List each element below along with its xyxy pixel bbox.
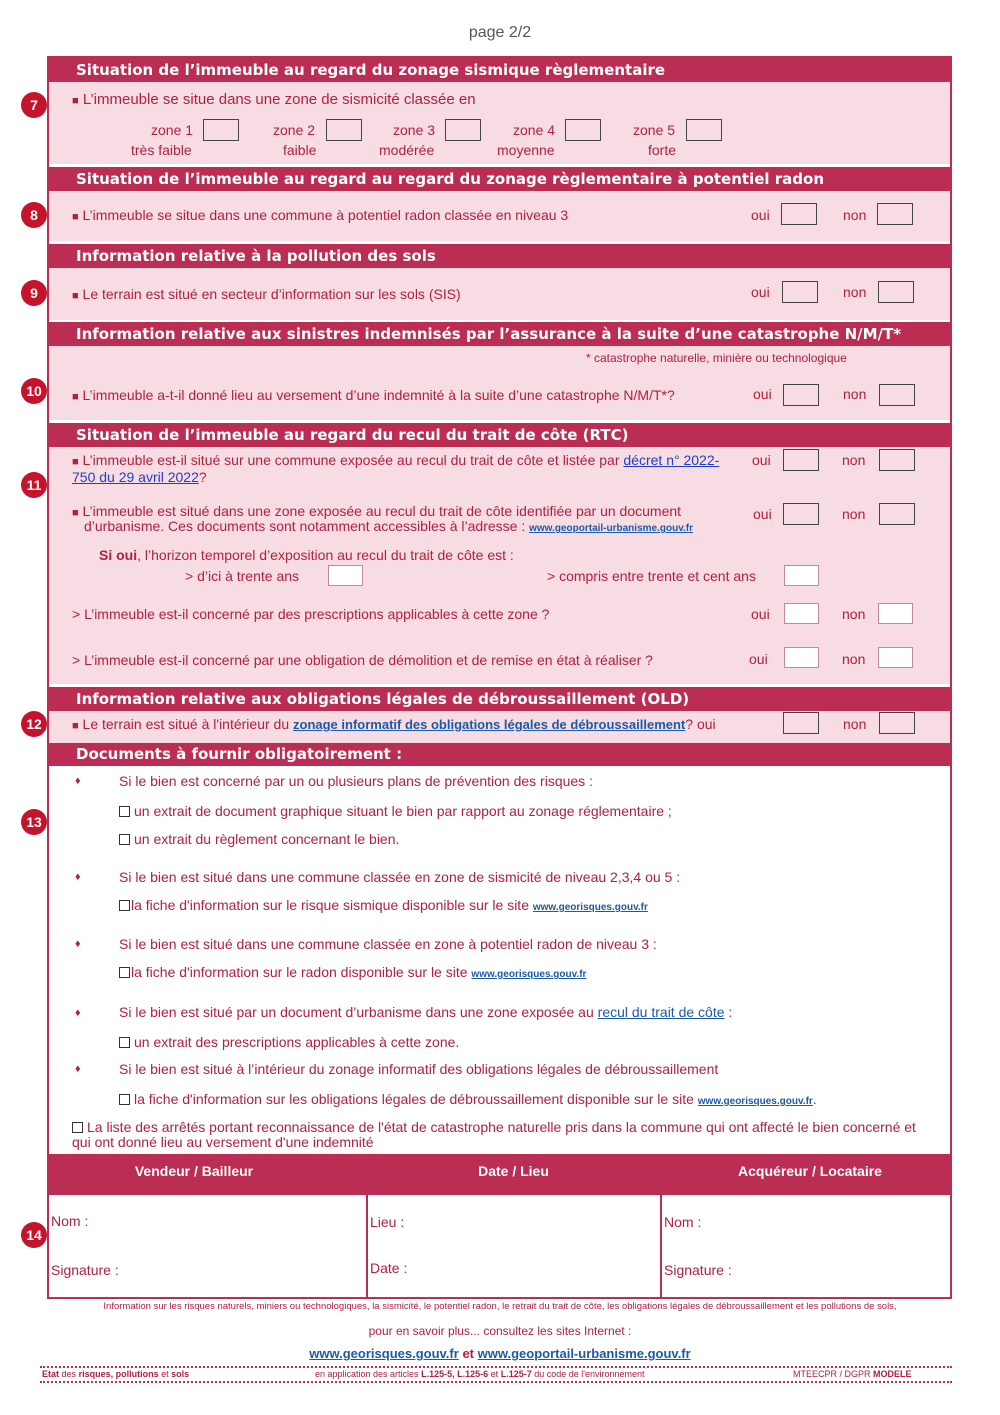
footer-dotted-line — [40, 1366, 952, 1368]
footer-info: Information sur les risques naturels, miniers ou technologiques, la sismicité, le potentiel radon, le retrait du trait de côte, les obligations légales de débroussaillement et les pollutions de sols, — [103, 1301, 897, 1312]
acquereur-nom-field[interactable]: Nom : — [664, 1214, 702, 1230]
georisques-footer-link[interactable]: www.georisques.gouv.fr — [309, 1346, 459, 1361]
s11-q4: > L’immeuble est-il concerné par une obligation de démolition et de remise en état à réaliser ? — [72, 652, 653, 668]
s13-c4: Si le bien est situé par un document d’urbanisme dans une zone exposée au recul du trait de côte : — [119, 1004, 733, 1020]
s11-q4-oui-label: oui — [749, 651, 768, 667]
s11-q4-oui-checkbox[interactable] — [784, 647, 819, 668]
s8-non-label: non — [843, 207, 867, 223]
s13-c5a: la fiche d'information sur les obligations légales de débroussaillement disponible sur le site www.georisques.gouv.fr. — [119, 1091, 817, 1110]
vendeur-signature-field[interactable]: Signature : — [51, 1262, 119, 1278]
zone-3-label: zone 3 — [393, 122, 436, 138]
section-7-number: 7 — [21, 92, 47, 118]
zone-2-desc: faible — [283, 142, 317, 158]
footer-left: Etat des risques, pollutions et sols — [42, 1369, 190, 1379]
s13-c2a: la fiche d'information sur le risque sismique disponible sur le site www.georisques.gouv.fr — [119, 897, 648, 916]
section-9-question: ■ Le terrain est situé en secteur d’information sur les sols (SIS) — [72, 286, 461, 302]
old-zonage-link[interactable]: zonage informatif des obligations légales de débroussaillement — [293, 717, 686, 732]
section-10-question: ■ L’immeuble a-t-il donné lieu au versement d’une indemnité à la suite d’une catastrophe N/M/T*? — [72, 387, 675, 403]
section-14-number: 14 — [21, 1222, 47, 1248]
s11-si-oui: Si oui, l’horizon temporel d’exposition au recul du trait de côte est : — [99, 547, 514, 563]
s9-oui-label: oui — [751, 284, 770, 300]
bullet-diamond-icon: ♦ — [75, 1007, 81, 1019]
s11-q2-non-label: non — [842, 506, 866, 522]
footer-dotted-line — [40, 1381, 952, 1383]
checkbox-icon[interactable] — [72, 1122, 83, 1133]
geoportail-footer-link[interactable]: www.geoportail-urbanisme.gouv.fr — [477, 1346, 691, 1361]
divider — [366, 1195, 368, 1297]
s11-q3-non-label: non — [842, 606, 866, 622]
s11-q3: > L’immeuble est-il concerné par des prescriptions applicables à cette zone ? — [72, 606, 550, 622]
s11-q2-line2: d’urbanisme. Ces documents sont notamment accessibles à l’adresse : www.geoportail-urbanisme.gouv.fr — [84, 518, 694, 534]
s11-q4-non-checkbox[interactable] — [878, 647, 913, 668]
section-10-note: * catastrophe naturelle, minière ou technologique — [586, 351, 847, 365]
section-10-number: 10 — [21, 378, 47, 404]
section-7-header: Situation de l’immeuble au regard du zonage sismique règlementaire — [47, 58, 952, 82]
zone-1-label: zone 1 — [151, 122, 194, 138]
divider — [660, 1195, 662, 1297]
section-11-header: Situation de l’immeuble au regard du recul du trait de côte (RTC) — [47, 423, 952, 447]
s13-c1a: un extrait de document graphique situant le bien par rapport au zonage réglementaire ; — [119, 803, 672, 819]
bullet-diamond-icon: ♦ — [75, 938, 81, 950]
s11-q3-non-checkbox[interactable] — [878, 603, 913, 624]
s11-opt2-checkbox[interactable] — [784, 565, 819, 586]
checkbox-icon[interactable] — [119, 806, 130, 817]
zone-5-checkbox[interactable] — [686, 119, 722, 141]
section-9-header: Information relative à la pollution des sols — [47, 244, 952, 268]
bullet-diamond-icon: ♦ — [75, 871, 81, 883]
checkbox-icon[interactable] — [119, 1037, 130, 1048]
s10-non-label: non — [843, 386, 867, 402]
s11-q2-line1: ■ L’immeuble est situé dans une zone exposée au recul du trait de côte identifiée par un document — [72, 503, 682, 519]
col-vendeur: Vendeur / Bailleur — [134, 1163, 254, 1179]
s11-q1-non-label: non — [842, 452, 866, 468]
s11-q2-non-checkbox[interactable] — [879, 503, 915, 525]
lieu-field[interactable]: Lieu : — [370, 1214, 405, 1230]
decret-link[interactable]: décret n° 2022-750 du 29 avril 2022 — [72, 452, 720, 485]
checkbox-icon[interactable] — [119, 834, 130, 845]
page-number: page 2/2 — [468, 24, 532, 41]
footer-middle: en application des articles L.125-5, L.125-6 et L.125-7 du code de l'environnement — [315, 1369, 645, 1379]
section-13-number: 13 — [21, 809, 47, 835]
acquereur-signature-field[interactable]: Signature : — [664, 1262, 732, 1278]
zone-4-desc: moyenne — [497, 142, 555, 158]
s11-q1-oui-label: oui — [752, 452, 771, 468]
s11-q2-oui-label: oui — [753, 506, 772, 522]
zone-3-checkbox[interactable] — [445, 119, 481, 141]
s10-non-checkbox[interactable] — [879, 384, 915, 406]
zone-2-checkbox[interactable] — [326, 119, 362, 141]
checkbox-icon[interactable] — [119, 967, 130, 978]
s10-oui-checkbox[interactable] — [783, 384, 819, 406]
footer-right: MTEECPR / DGPR MODELE — [793, 1369, 912, 1379]
georisques-link[interactable]: www.georisques.gouv.fr — [471, 969, 587, 980]
section-7-question: ■ L’immeuble se situe dans une zone de sismicité classée en — [72, 91, 476, 108]
section-10-header: Information relative aux sinistres indemnisés par l’assurance à la suite d’une catastrophe N/M/T* — [47, 322, 952, 346]
s12-oui-checkbox[interactable] — [783, 712, 819, 734]
s12-question: ■ Le terrain est situé à l'intérieur du zonage informatif des obligations légales de débroussaillement? oui — [72, 716, 716, 732]
section-12-header: Information relative aux obligations légales de débroussaillement (OLD) — [47, 687, 952, 711]
s11-q2-oui-checkbox[interactable] — [783, 503, 819, 525]
s9-non-checkbox[interactable] — [878, 281, 914, 303]
s11-q3-oui-checkbox[interactable] — [784, 603, 819, 624]
geoportail-link[interactable]: www.geoportail-urbanisme.gouv.fr — [529, 523, 694, 534]
checkbox-icon[interactable] — [119, 900, 130, 911]
section-8-number: 8 — [21, 202, 47, 228]
s11-opt1-label: > d’ici à trente ans — [185, 568, 300, 584]
s13-c6: La liste des arrêtés portant reconnaissance de l'état de catastrophe naturelle pris dans la commune qui ont affecté le bien concerné et qui ont donné lieu au versement d'une indemnité — [72, 1119, 916, 1150]
s11-q1: ■ L’immeuble est-il situé sur une commune exposée au recul du trait de côte et listée par décret n° 2022-750 du 29 avril 2022? — [72, 452, 720, 485]
col-date-lieu: Date / Lieu — [478, 1163, 549, 1179]
zone-2-label: zone 2 — [273, 122, 316, 138]
s11-opt2-label: > compris entre trente et cent ans — [547, 568, 756, 584]
zone-5-desc: forte — [648, 142, 677, 158]
georisques-link[interactable]: www.georisques.gouv.fr — [532, 902, 648, 913]
zone-5-label: zone 5 — [633, 122, 676, 138]
s13-c3: Si le bien est situé dans une commune classée en zone à potentiel radon de niveau 3 : — [119, 936, 657, 952]
footer-sites: www.georisques.gouv.fr et www.geoportail-urbanisme.gouv.fr — [309, 1346, 691, 1361]
s12-non-label: non — [843, 716, 867, 732]
s13-c2: Si le bien est situé dans une commune classée en zone de sismicité de niveau 2,3,4 ou 5 : — [119, 869, 681, 885]
s13-c1b: un extrait du règlement concernant le bien. — [119, 831, 399, 847]
s11-opt1-checkbox[interactable] — [328, 565, 363, 586]
section-8-question: ■ L’immeuble se situe dans une commune à potentiel radon classée en niveau 3 — [72, 207, 569, 223]
recul-trait-cote-link[interactable]: recul du trait de côte — [597, 1004, 725, 1020]
section-8-header: Situation de l’immeuble au regard au regard du zonage règlementaire à potentiel radon — [47, 167, 952, 191]
s13-c3a: la fiche d'information sur le radon disponible sur le site www.georisques.gouv.fr — [119, 964, 586, 983]
s8-non-checkbox[interactable] — [877, 203, 913, 225]
s8-oui-label: oui — [751, 207, 770, 223]
date-field[interactable]: Date : — [370, 1260, 408, 1276]
vendeur-nom-field[interactable]: Nom : — [51, 1213, 89, 1229]
s13-c5: Si le bien est situé à l’intérieur du zonage informatif des obligations légales de débroussaillement — [119, 1061, 719, 1077]
s11-q3-oui-label: oui — [751, 606, 770, 622]
s11-q4-non-label: non — [842, 651, 866, 667]
col-acquereur: Acquéreur / Locataire — [738, 1163, 882, 1179]
s13-c1: Si le bien est concerné par un ou plusieurs plans de prévention des risques : — [119, 773, 593, 789]
s10-oui-label: oui — [753, 386, 772, 402]
zone-4-checkbox[interactable] — [565, 119, 601, 141]
s13-c4a: un extrait des prescriptions applicables à cette zone. — [119, 1034, 459, 1050]
s11-q1-non-checkbox[interactable] — [879, 449, 915, 471]
georisques-link[interactable]: www.georisques.gouv.fr — [697, 1096, 813, 1107]
section-9-number: 9 — [21, 280, 47, 306]
zone-1-checkbox[interactable] — [203, 119, 239, 141]
bullet-diamond-icon: ♦ — [75, 775, 81, 787]
checkbox-icon[interactable] — [119, 1094, 130, 1105]
footer-more: pour en savoir plus... consultez les sites Internet : — [368, 1324, 632, 1338]
zone-3-desc: modérée — [379, 142, 435, 158]
zone-1-desc: très faible — [131, 142, 192, 158]
bullet-diamond-icon: ♦ — [75, 1063, 81, 1075]
s12-non-checkbox[interactable] — [879, 712, 915, 734]
section-11-number: 11 — [21, 472, 47, 498]
s11-q1-oui-checkbox[interactable] — [783, 449, 819, 471]
section-12-number: 12 — [21, 711, 47, 737]
s8-oui-checkbox[interactable] — [781, 203, 817, 225]
section-13-header: Documents à fournir obligatoirement : — [47, 743, 952, 766]
s9-non-label: non — [843, 284, 867, 300]
s9-oui-checkbox[interactable] — [782, 281, 818, 303]
zone-4-label: zone 4 — [513, 122, 556, 138]
